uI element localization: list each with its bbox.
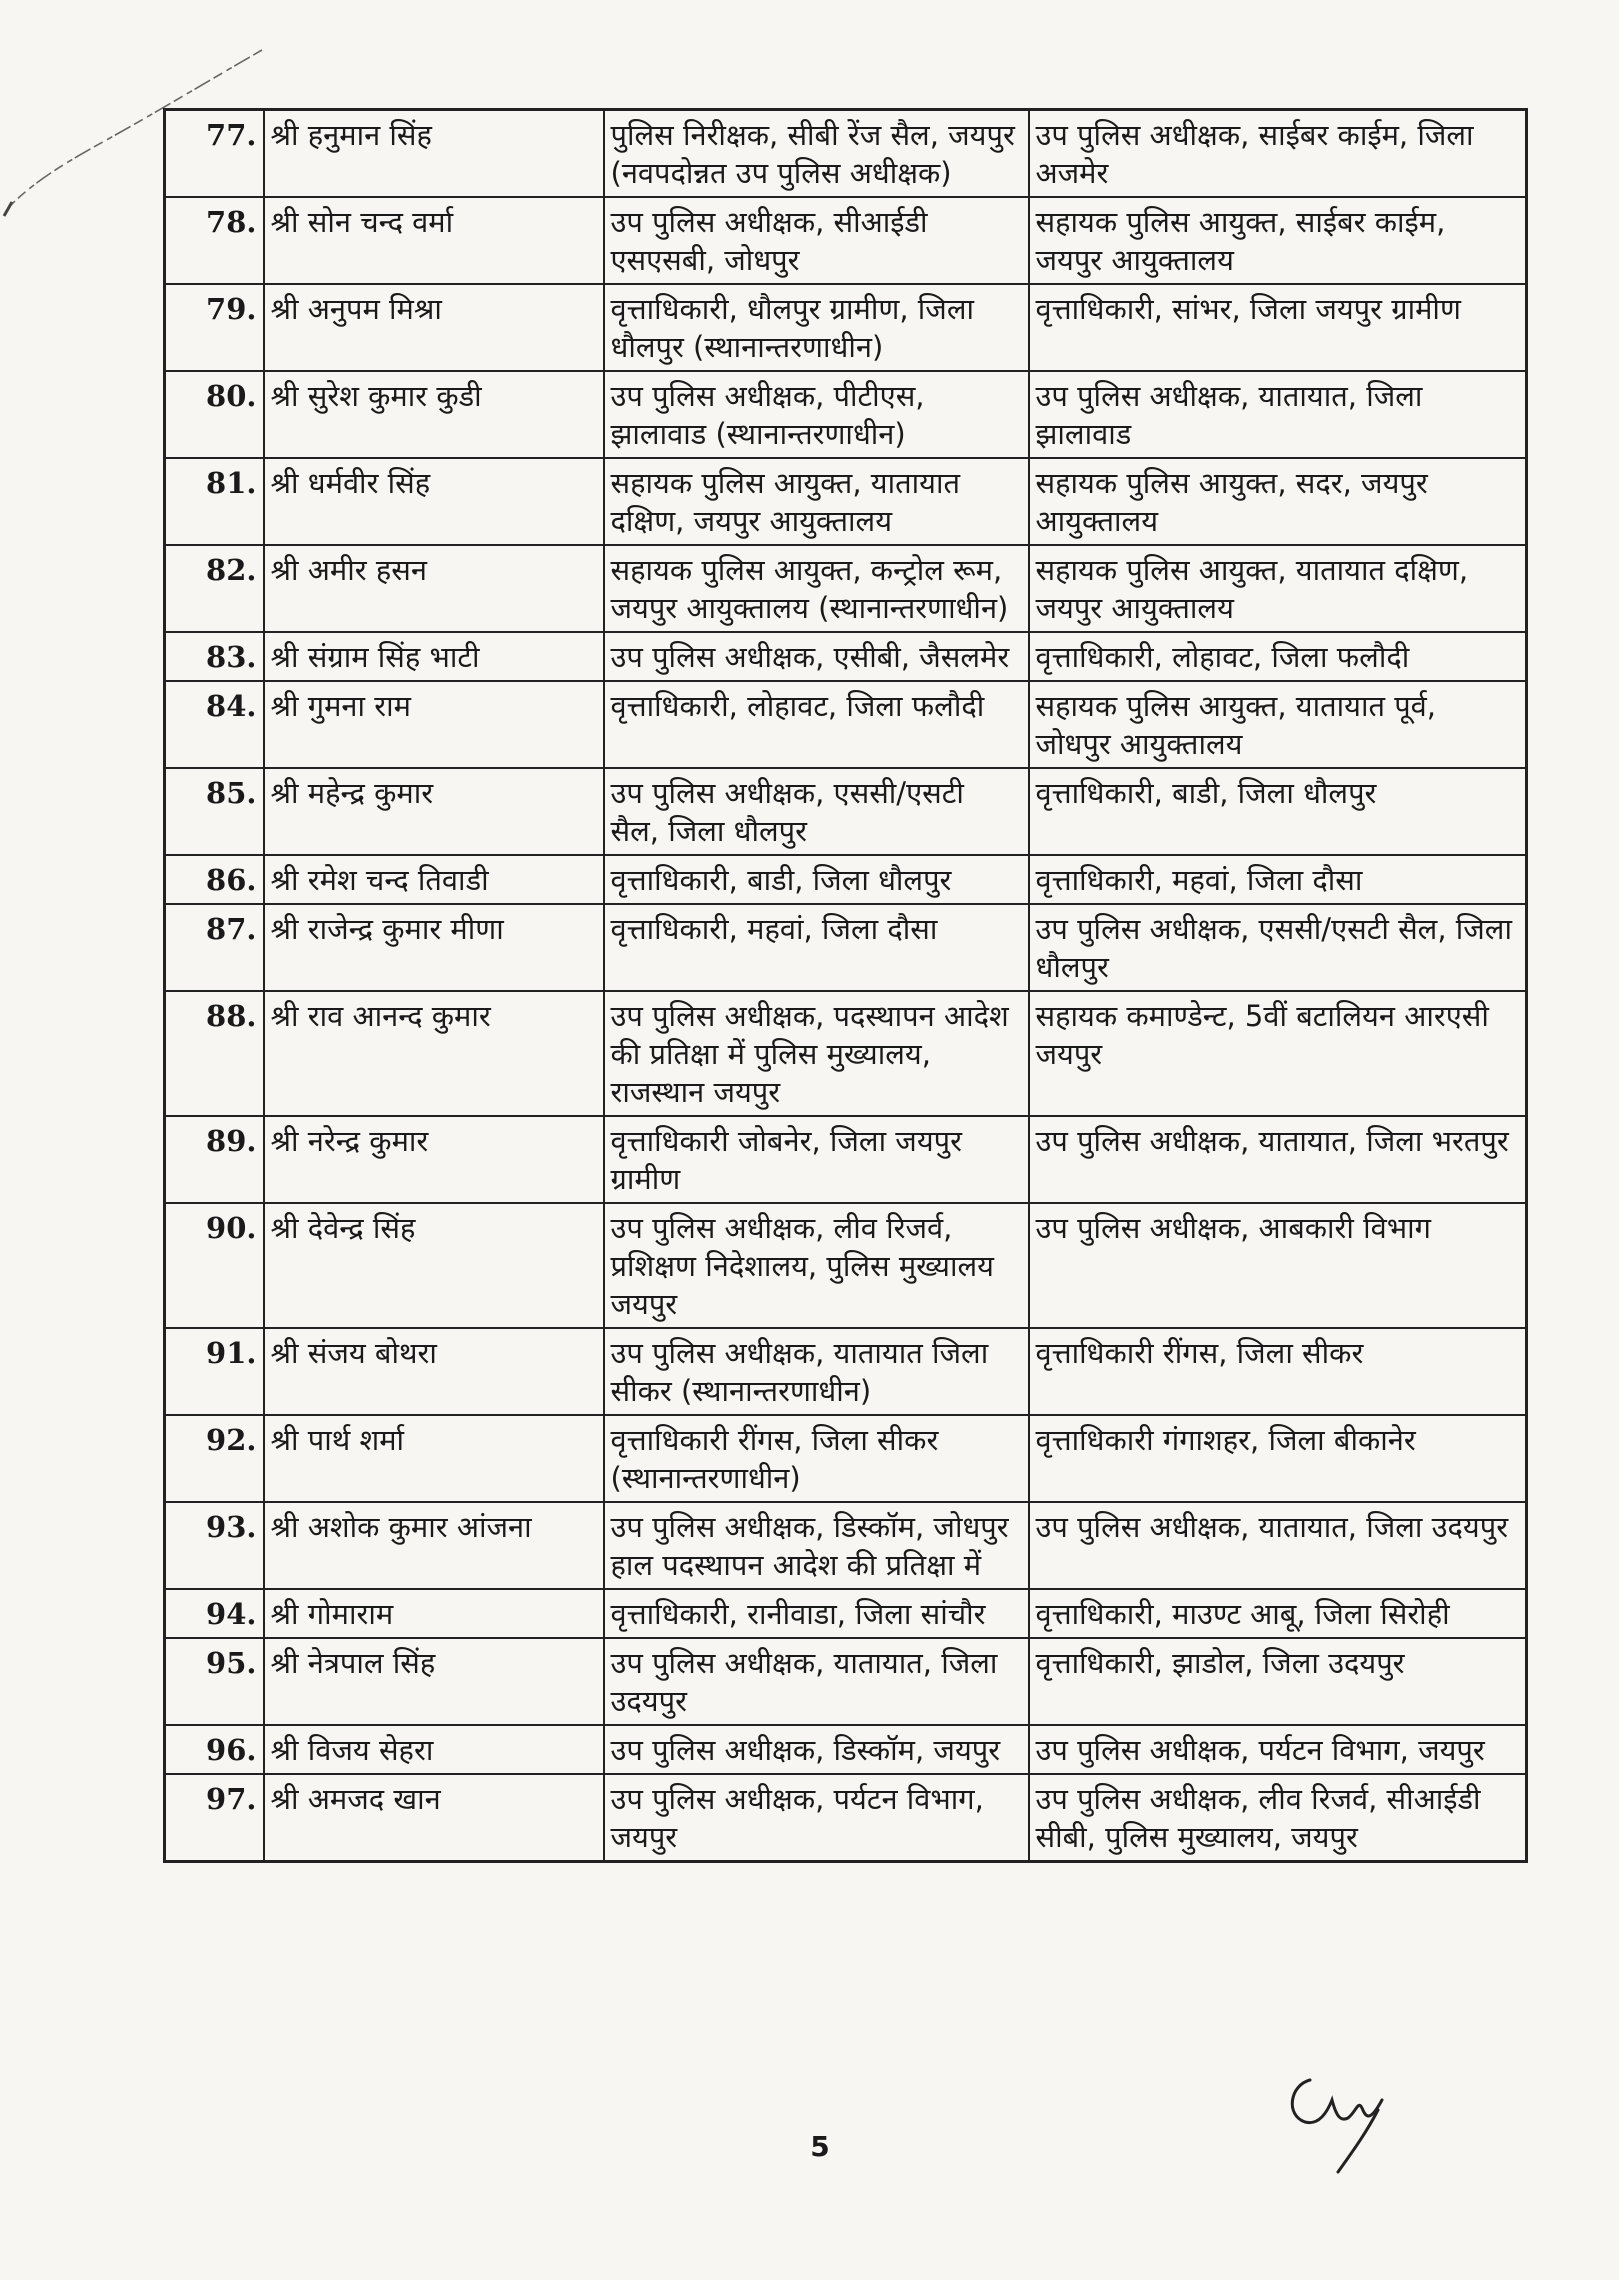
table-row [165, 1725, 1527, 1774]
table-row [165, 110, 1527, 198]
table-row [165, 1774, 1527, 1862]
table-row [165, 904, 1527, 991]
new-posting: उप पुलिस अधीक्षक, साईबर काईम, जिला अजमेर [1029, 110, 1527, 198]
officer-name: श्री सुरेश कुमार कुडी [264, 371, 604, 458]
serial-number: 87. [165, 904, 264, 991]
new-posting: वृत्ताधिकारी, बाडी, जिला धौलपुर [1029, 768, 1527, 855]
table-row [165, 197, 1527, 284]
new-posting: उप पुलिस अधीक्षक, यातायात, जिला झालावाड [1029, 371, 1527, 458]
current-posting: सहायक पुलिस आयुक्त, यातायात दक्षिण, जयपुर आयुक्तालय [604, 458, 1029, 545]
new-posting: सहायक पुलिस आयुक्त, सदर, जयपुर आयुक्तालय [1029, 458, 1527, 545]
officer-name: श्री अशोक कुमार आंजना [264, 1502, 604, 1589]
new-posting: उप पुलिस अधीक्षक, यातायात, जिला भरतपुर [1029, 1116, 1527, 1203]
new-posting: सहायक पुलिस आयुक्त, साईबर काईम, जयपुर आयुक्तालय [1029, 197, 1527, 284]
table-row [165, 545, 1527, 632]
current-posting: उप पुलिस अधीक्षक, डिस्कॉम, जयपुर [604, 1725, 1029, 1774]
officer-name: श्री गुमना राम [264, 681, 604, 768]
current-posting: उप पुलिस अधीक्षक, लीव रिजर्व, प्रशिक्षण निदेशालय, पुलिस मुख्यालय जयपुर [604, 1203, 1029, 1328]
new-posting: उप पुलिस अधीक्षक, एससी/एसटी सैल, जिला धौलपुर [1029, 904, 1527, 991]
officer-name: श्री संजय बोथरा [264, 1328, 604, 1415]
serial-number: 81. [165, 458, 264, 545]
current-posting: वृत्ताधिकारी, धौलपुर ग्रामीण, जिला धौलपुर (स्थानान्तरणाधीन) [604, 284, 1029, 371]
current-posting: सहायक पुलिस आयुक्त, कन्ट्रोल रूम, जयपुर आयुक्तालय (स्थानान्तरणाधीन) [604, 545, 1029, 632]
serial-number: 79. [165, 284, 264, 371]
officer-name: श्री अमीर हसन [264, 545, 604, 632]
serial-number: 85. [165, 768, 264, 855]
serial-number: 90. [165, 1203, 264, 1328]
serial-number: 78. [165, 197, 264, 284]
current-posting: उप पुलिस अधीक्षक, यातायात, जिला उदयपुर [604, 1638, 1029, 1725]
transfer-list [163, 108, 1525, 1863]
officer-name: श्री धर्मवीर सिंह [264, 458, 604, 545]
current-posting: उप पुलिस अधीक्षक, पीटीएस, झालावाड (स्थानान्तरणाधीन) [604, 371, 1029, 458]
page-number: 5 [810, 2130, 830, 2163]
serial-number: 82. [165, 545, 264, 632]
table-row [165, 681, 1527, 768]
table-row [165, 1203, 1527, 1328]
serial-number: 86. [165, 855, 264, 904]
current-posting: वृत्ताधिकारी, लोहावट, जिला फलौदी [604, 681, 1029, 768]
table-row [165, 1502, 1527, 1589]
officer-name: श्री राव आनन्द कुमार [264, 991, 604, 1116]
serial-number: 97. [165, 1774, 264, 1862]
serial-number: 91. [165, 1328, 264, 1415]
table-row [165, 991, 1527, 1116]
current-posting: वृत्ताधिकारी जोबनेर, जिला जयपुर ग्रामीण [604, 1116, 1029, 1203]
current-posting: वृत्ताधिकारी, बाडी, जिला धौलपुर [604, 855, 1029, 904]
new-posting: वृत्ताधिकारी, लोहावट, जिला फलौदी [1029, 632, 1527, 681]
officer-name: श्री गोमाराम [264, 1589, 604, 1638]
officer-name: श्री रमेश चन्द तिवाडी [264, 855, 604, 904]
current-posting: उप पुलिस अधीक्षक, एसीबी, जैसलमेर [604, 632, 1029, 681]
officer-name: श्री पार्थ शर्मा [264, 1415, 604, 1502]
officer-name: श्री नरेन्द्र कुमार [264, 1116, 604, 1203]
current-posting: उप पुलिस अधीक्षक, पर्यटन विभाग, जयपुर [604, 1774, 1029, 1862]
serial-number: 83. [165, 632, 264, 681]
new-posting: वृत्ताधिकारी, झाडोल, जिला उदयपुर [1029, 1638, 1527, 1725]
officer-name: श्री नेत्रपाल सिंह [264, 1638, 604, 1725]
officer-name: श्री अमजद खान [264, 1774, 604, 1862]
current-posting: उप पुलिस अधीक्षक, डिस्कॉम, जोधपुर हाल पदस्थापन आदेश की प्रतिक्षा में [604, 1502, 1029, 1589]
serial-number: 95. [165, 1638, 264, 1725]
transfer-table [163, 108, 1528, 1863]
new-posting: वृत्ताधिकारी गंगाशहर, जिला बीकानेर [1029, 1415, 1527, 1502]
table-row [165, 1116, 1527, 1203]
current-posting: उप पुलिस अधीक्षक, यातायात जिला सीकर (स्थानान्तरणाधीन) [604, 1328, 1029, 1415]
current-posting: उप पुलिस अधीक्षक, पदस्थापन आदेश की प्रतिक्षा में पुलिस मुख्यालय, राजस्थान जयपुर [604, 991, 1029, 1116]
serial-number: 84. [165, 681, 264, 768]
current-posting: वृत्ताधिकारी, महवां, जिला दौसा [604, 904, 1029, 991]
new-posting: सहायक पुलिस आयुक्त, यातायात दक्षिण, जयपुर आयुक्तालय [1029, 545, 1527, 632]
current-posting: पुलिस निरीक्षक, सीबी रेंज सैल, जयपुर (नवपदोन्नत उप पुलिस अधीक्षक) [604, 110, 1029, 198]
new-posting: वृत्ताधिकारी, सांभर, जिला जयपुर ग्रामीण [1029, 284, 1527, 371]
officer-name: श्री संग्राम सिंह भाटी [264, 632, 604, 681]
serial-number: 77. [165, 110, 264, 198]
table-row [165, 458, 1527, 545]
new-posting: वृत्ताधिकारी, माउण्ट आबू, जिला सिरोही [1029, 1589, 1527, 1638]
table-row [165, 768, 1527, 855]
current-posting: उप पुलिस अधीक्षक, सीआईडी एसएसबी, जोधपुर [604, 197, 1029, 284]
table-row [165, 1589, 1527, 1638]
serial-number: 94. [165, 1589, 264, 1638]
serial-number: 92. [165, 1415, 264, 1502]
serial-number: 89. [165, 1116, 264, 1203]
new-posting: वृत्ताधिकारी रींगस, जिला सीकर [1029, 1328, 1527, 1415]
officer-name: श्री विजय सेहरा [264, 1725, 604, 1774]
officer-name: श्री हनुमान सिंह [264, 110, 604, 198]
officer-name: श्री महेन्द्र कुमार [264, 768, 604, 855]
current-posting: उप पुलिस अधीक्षक, एससी/एसटी सैल, जिला धौलपुर [604, 768, 1029, 855]
table-row [165, 1638, 1527, 1725]
table-row [165, 632, 1527, 681]
new-posting: सहायक पुलिस आयुक्त, यातायात पूर्व, जोधपुर आयुक्तालय [1029, 681, 1527, 768]
officer-name: श्री अनुपम मिश्रा [264, 284, 604, 371]
table-row [165, 284, 1527, 371]
serial-number: 93. [165, 1502, 264, 1589]
table-row [165, 855, 1527, 904]
table-row [165, 1415, 1527, 1502]
signature-icon [1270, 2060, 1410, 2180]
serial-number: 96. [165, 1725, 264, 1774]
table-row [165, 371, 1527, 458]
new-posting: उप पुलिस अधीक्षक, यातायात, जिला उदयपुर [1029, 1502, 1527, 1589]
officer-name: श्री राजेन्द्र कुमार मीणा [264, 904, 604, 991]
new-posting: उप पुलिस अधीक्षक, पर्यटन विभाग, जयपुर [1029, 1725, 1527, 1774]
officer-name: श्री सोन चन्द वर्मा [264, 197, 604, 284]
new-posting: उप पुलिस अधीक्षक, लीव रिजर्व, सीआईडी सीबी, पुलिस मुख्यालय, जयपुर [1029, 1774, 1527, 1862]
current-posting: वृत्ताधिकारी, रानीवाडा, जिला सांचौर [604, 1589, 1029, 1638]
new-posting: वृत्ताधिकारी, महवां, जिला दौसा [1029, 855, 1527, 904]
new-posting: सहायक कमाण्डेन्ट, 5वीं बटालियन आरएसी जयपुर [1029, 991, 1527, 1116]
new-posting: उप पुलिस अधीक्षक, आबकारी विभाग [1029, 1203, 1527, 1328]
current-posting: वृत्ताधिकारी रींगस, जिला सीकर (स्थानान्तरणाधीन) [604, 1415, 1029, 1502]
serial-number: 80. [165, 371, 264, 458]
officer-name: श्री देवेन्द्र सिंह [264, 1203, 604, 1328]
serial-number: 88. [165, 991, 264, 1116]
table-row [165, 1328, 1527, 1415]
